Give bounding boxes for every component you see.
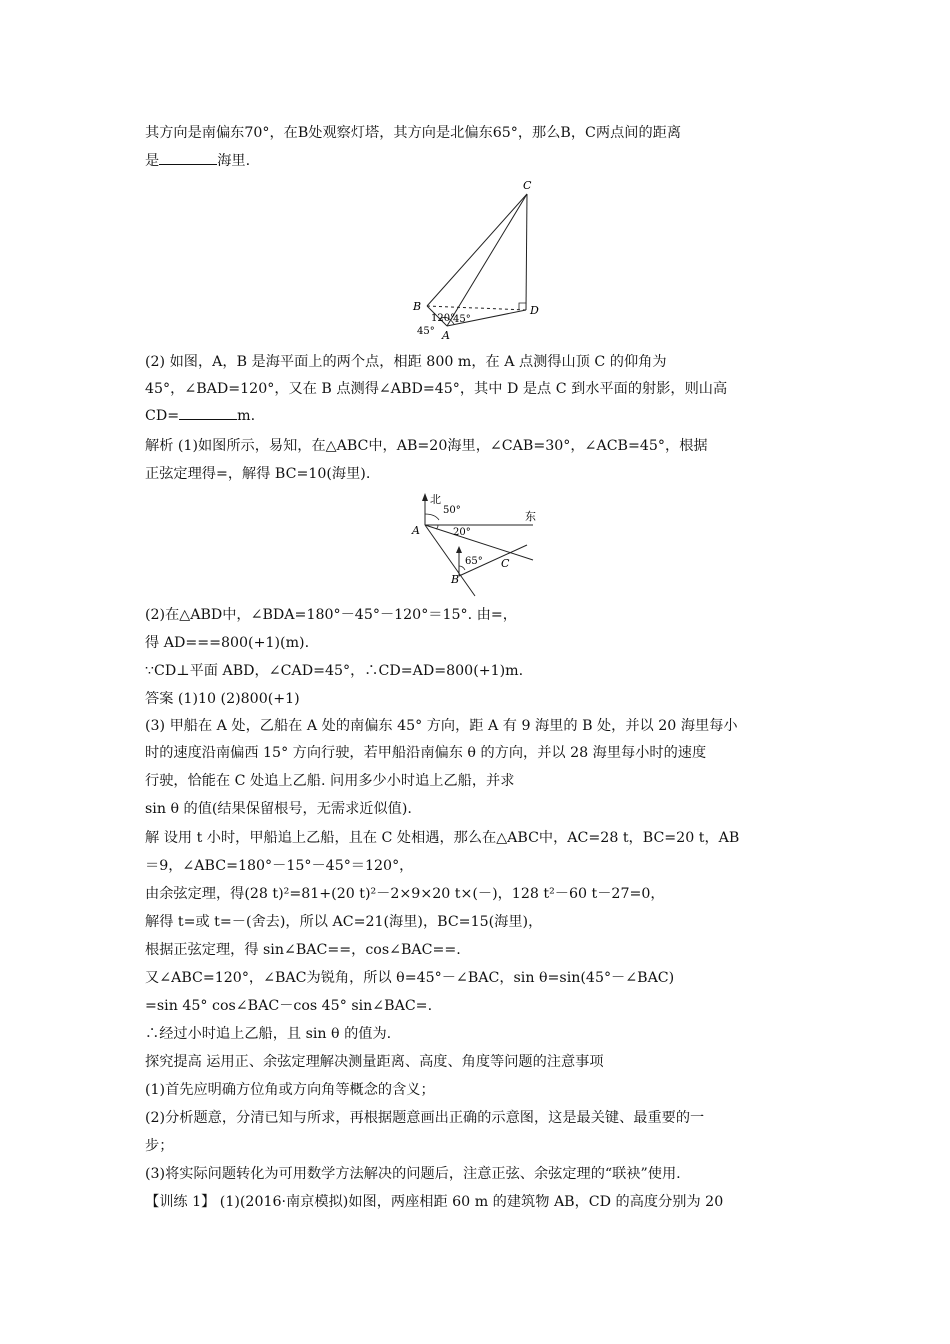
text-fragment: m. — [237, 408, 256, 424]
text-line: (3) 甲船在 A 处，乙船在 A 处的南偏东 45° 方向，距 A 有 9 海里的 B 处，并以 20 海里每小 — [145, 718, 738, 734]
angle-50-label: 50° — [443, 505, 461, 516]
angle-45-outer-label: 45° — [417, 326, 435, 337]
text-line: 根据正弦定理，得 sin∠BAC==，cos∠BAC==. — [145, 942, 461, 958]
text-line — [145, 151, 250, 171]
text-line: (1)首先应明确方位角或方向角等概念的含义； — [145, 1082, 435, 1098]
label-b: B — [451, 573, 460, 586]
text-line: ＝9，∠ABC=180°－15°－45°＝120°， — [145, 858, 414, 874]
text-line — [145, 406, 255, 426]
answer-blank — [159, 152, 217, 165]
label-b: B — [413, 300, 422, 313]
text-line: =sin 45° cos∠BAC－cos 45° sin∠BAC=. — [145, 998, 433, 1014]
label-north: 北 — [430, 493, 441, 506]
label-c: C — [523, 179, 532, 192]
label-a: A — [412, 524, 420, 537]
text-fragment: 海里. — [217, 153, 251, 169]
text-line: 【训练 1】 (1)(2016·南京模拟)如图，两座相距 60 m 的建筑物 AB，CD 的高度分别为 20 — [145, 1194, 724, 1210]
text-line: 由余弦定理，得(28 t)²=81+(20 t)²－2×9×20 t×(－)，128 t²－60 t－27=0， — [145, 886, 665, 902]
text-line: 时的速度沿南偏西 15° 方向行驶，若甲船沿南偏东 θ 的方向，并以 28 海里每小时的速度 — [145, 745, 707, 761]
figure-mountain-triangle — [405, 176, 555, 348]
text-line: (2) 如图，A，B 是海平面上的两个点，相距 800 m，在 A 点测得山顶 C 的仰角为 — [145, 354, 667, 370]
text-line: 解析 (1)如图所示，易知，在△ABC中，AB=20海里，∠CAB=30°，∠ACB=45°，根据 — [145, 438, 708, 454]
angle-65-label: 65° — [465, 556, 483, 567]
text-line: 正弦定理得=，解得 BC=10(海里). — [145, 466, 371, 482]
text-line: 探究提高 运用正、余弦定理解决测量距离、高度、角度等问题的注意事项 — [145, 1054, 604, 1070]
text-line: 45°，∠BAD=120°，又在 B 点测得∠ABD=45°，其中 D 是点 C 到水平面的射影，则山高 — [145, 381, 728, 397]
text-line: 行驶，恰能在 C 处追上乙船. 问用多少小时追上乙船，并求 — [145, 773, 515, 789]
text-line: 解 设用 t 小时，甲船追上乙船，且在 C 处相遇，那么在△ABC中，AC=28 t，BC=20 t，AB — [145, 830, 740, 846]
text-line: (2)在△ABD中，∠BDA=180°－45°－120°＝15°. 由=， — [145, 607, 517, 623]
answer-blank — [179, 407, 237, 420]
text-line: 答案 (1)10 (2)800(+1) — [145, 691, 300, 707]
angle-45-inner-label: 45° — [453, 314, 471, 325]
text-fragment: CD= — [145, 408, 180, 424]
label-east: 东 — [525, 510, 536, 523]
text-line: ∴经过小时追上乙船，且 sin θ 的值为. — [145, 1026, 392, 1042]
text-line: 步； — [145, 1138, 174, 1154]
text-line: ∵CD⊥平面 ABD，∠CAD=45°，∴CD=AD=800(+1)m. — [145, 663, 524, 679]
label-c: C — [501, 557, 510, 570]
text-line: 得 AD===800(+1)(m). — [145, 635, 310, 651]
text-line: sin θ 的值(结果保留根号，无需求近似值). — [145, 801, 412, 817]
text-line: 解得 t=或 t=－(舍去)，所以 AC=21(海里)，BC=15(海里)， — [145, 914, 543, 930]
angle-120-label: 120° — [431, 313, 456, 324]
text-line: 其方向是南偏东70°，在B处观察灯塔，其方向是北偏东65°，那么B，C两点间的距离 — [145, 125, 682, 141]
text-line: (3)将实际问题转化为可用数学方法解决的问题后，注意正弦、余弦定理的“联袂”使用. — [145, 1166, 681, 1182]
figure-bearing-diagram — [405, 490, 555, 602]
text-fragment: 是 — [145, 153, 160, 169]
label-a: A — [442, 329, 450, 342]
label-d: D — [530, 304, 539, 317]
text-line: 又∠ABC=120°，∠BAC为锐角，所以 θ=45°－∠BAC，sin θ=sin(45°－∠BAC) — [145, 970, 675, 986]
text-line: (2)分析题意，分清已知与所求，再根据题意画出正确的示意图，这是最关键、最重要的一 — [145, 1110, 705, 1126]
angle-20-label: 20° — [453, 527, 471, 538]
